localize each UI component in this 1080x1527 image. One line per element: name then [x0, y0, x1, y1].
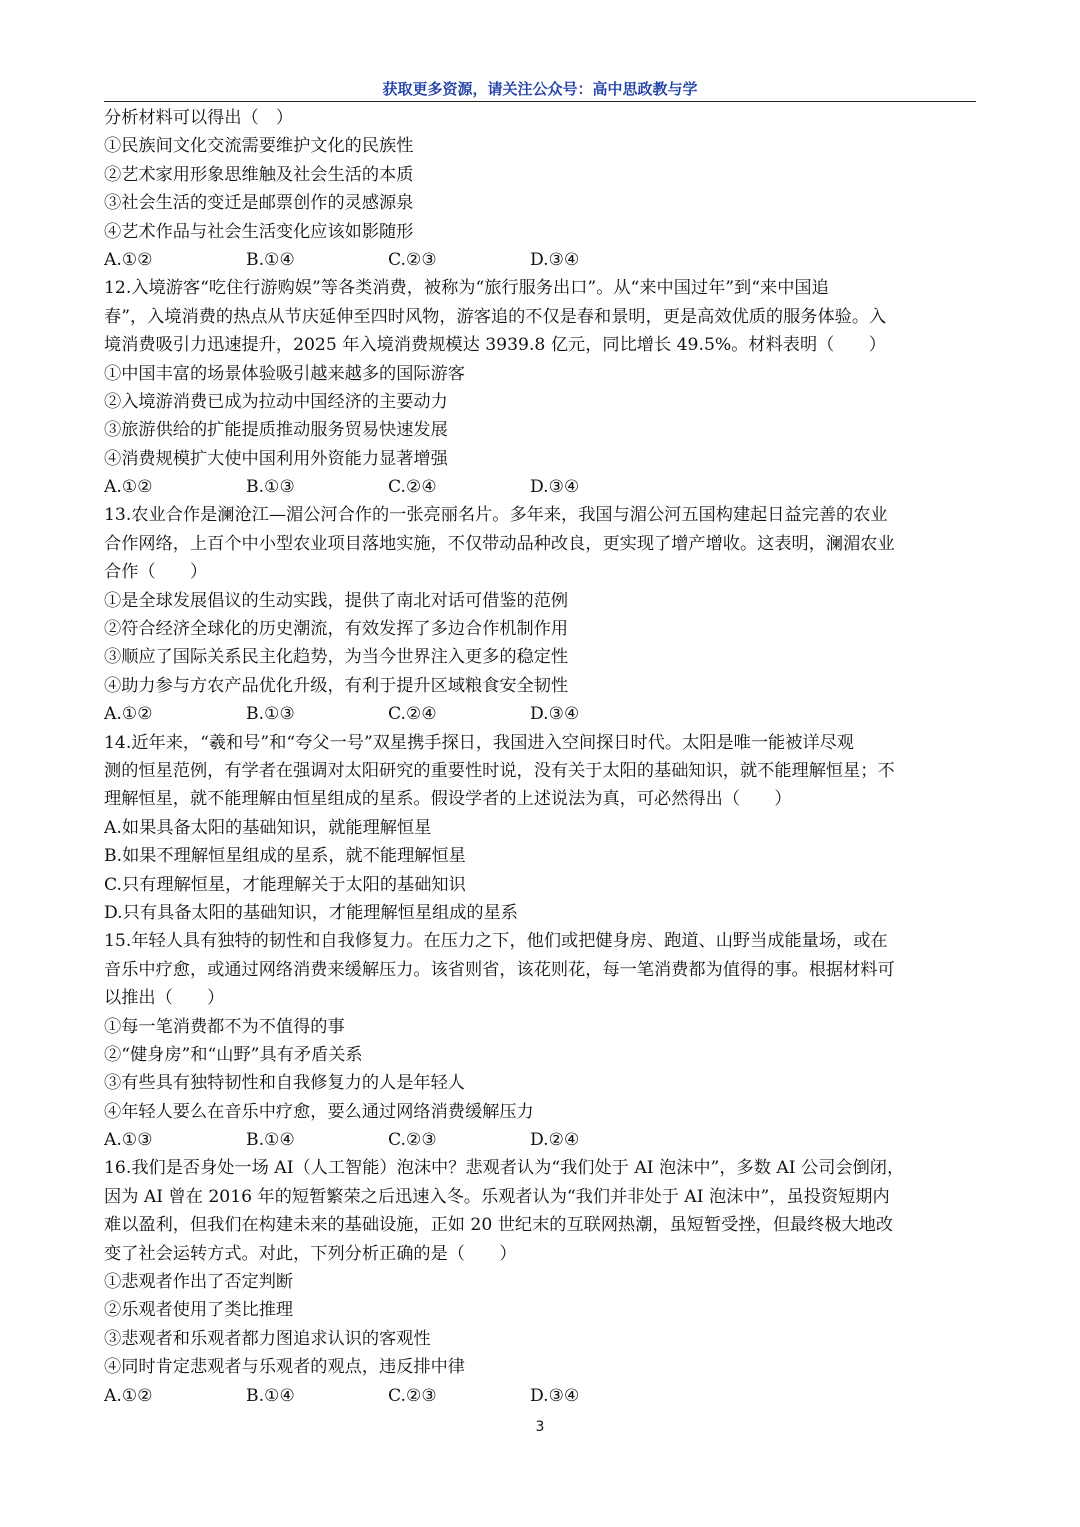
option-b: B.①④ [246, 1130, 295, 1151]
statement-item: ②符合经济全球化的历史潮流，有效发挥了多边合作机制作用 [104, 619, 569, 640]
question-stem-line: 13.农业合作是澜沧江—湄公河合作的一张亮丽名片。多年来，我国与湄公河五国构建起日益完善的农业 [104, 505, 888, 526]
statement-item: ②入境游消费已成为拉动中国经济的主要动力 [104, 391, 448, 412]
option-a: A.①③ [104, 1130, 153, 1151]
statement-item: ①每一笔消费都不为不值得的事 [104, 1016, 345, 1037]
statement-item: ①悲观者作出了否定判断 [104, 1272, 294, 1293]
statement-item: ③社会生活的变迁是邮票创作的灵感源泉 [104, 193, 414, 214]
option-c: C.②④ [388, 477, 437, 498]
statement-item: ③顺应了国际关系民主化趋势，为当今世界注入更多的稳定性 [104, 647, 569, 668]
option-c: C.只有理解恒星，才能理解关于太阳的基础知识 [104, 874, 466, 895]
statement-item: ④同时肯定悲观者与乐观者的观点，违反排中律 [104, 1357, 465, 1378]
statement-item: ①民族间文化交流需要维护文化的民族性 [104, 136, 414, 157]
statement-item: ①是全球发展倡议的生动实践，提供了南北对话可借鉴的范例 [104, 590, 569, 611]
option-d: D.③④ [530, 477, 580, 498]
question-stem-line: 测的恒星范例，有学者在强调对太阳研究的重要性时说，没有关于太阳的基础知识，就不能理解恒星；不 [104, 760, 895, 781]
question-stem-line: 12.入境游客“吃住行游购娱”等各类消费，被称为“旅行服务出口”。从“来中国过年”到“来中国追 [104, 278, 829, 299]
option-c: C.②③ [388, 249, 437, 270]
option-c: C.②③ [388, 1385, 437, 1406]
option-a: A.如果具备太阳的基础知识，就能理解恒星 [104, 817, 432, 838]
option-c: C.②④ [388, 704, 437, 725]
page-header: 获取更多资源，请关注公众号：高中思政教与学 [382, 80, 698, 98]
question-stem-line: 难以盈利，但我们在构建未来的基础设施，正如 20 世纪末的互联网热潮，虽短暂受挫，但最终极大地改 [104, 1215, 894, 1236]
question-stem-line: 以推出（ ） [104, 988, 225, 1009]
statement-item: ②“健身房”和“山野”具有矛盾关系 [104, 1044, 363, 1065]
statement-item: ④消费规模扩大使中国利用外资能力显著增强 [104, 448, 448, 469]
header-divider [104, 101, 976, 102]
question-15 [104, 927, 978, 1154]
option-a: A.①② [104, 704, 153, 725]
question-stem-line: 合作网络，上百个中小型农业项目落地实施，不仅带动品种改良，更实现了增产增收。这表明，澜湄农业 [104, 533, 895, 554]
answer-options [104, 1382, 978, 1410]
question-stem-line: 分析材料可以得出（ ） [104, 108, 294, 128]
question-continued [104, 104, 978, 274]
option-b: B.①③ [246, 477, 295, 498]
question-stem-line: 15.年轻人具有独特的韧性和自我修复力。在压力之下，他们或把健身房、跑道、山野当成能量场，或在 [104, 931, 888, 952]
option-b: B.如果不理解恒星组成的星系，就不能理解恒星 [104, 846, 466, 867]
option-d: D.③④ [530, 249, 580, 270]
statement-item: ④年轻人要么在音乐中疗愈，要么通过网络消费缓解压力 [104, 1101, 534, 1122]
option-d: D.③④ [530, 1385, 580, 1406]
question-content [104, 104, 978, 1410]
question-stem-line: 理解恒星，就不能理解由恒星组成的星系。假设学者的上述说法为真，可必然得出（ ） [104, 789, 792, 810]
option-d: D.②④ [530, 1130, 580, 1151]
option-a: A.①② [104, 1385, 153, 1406]
answer-options [104, 473, 978, 501]
question-stem-line: 春”，入境消费的热点从节庆延伸至四时风物，游客追的不仅是春和景明，更是高效优质的服务体验。入 [104, 306, 887, 327]
statement-item: ④艺术作品与社会生活变化应该如影随形 [104, 221, 414, 242]
question-stem-line: 14.近年来，“羲和号”和“夸父一号”双星携手探日，我国进入空间探日时代。太阳是唯一能被详尽观 [104, 732, 854, 753]
question-stem-line: 合作（ ） [104, 562, 208, 583]
statement-item: ③旅游供给的扩能提质推动服务贸易快速发展 [104, 420, 448, 441]
statement-item: ④助力参与方农产品优化升级，有利于提升区域粮食安全韧性 [104, 675, 569, 696]
question-stem-line: 16.我们是否身处一场 AI（人工智能）泡沫中？悲观者认为“我们处于 AI 泡沫中”，多数 AI 公司会倒闭， [104, 1158, 905, 1179]
option-d: D.只有具备太阳的基础知识，才能理解恒星组成的星系 [104, 902, 518, 923]
question-14 [104, 729, 978, 928]
statement-item: ③悲观者和乐观者都力图追求认识的客观性 [104, 1328, 431, 1349]
question-stem-line: 音乐中疗愈，或通过网络消费来缓解压力。该省则省，该花则花，每一笔消费都为值得的事。根据材料可 [104, 959, 895, 980]
option-a: A.①② [104, 249, 153, 270]
question-stem-line: 境消费吸引力迅速提升，2025 年入境消费规模达 3939.8 亿元，同比增长 49.5%。材料表明（ ） [104, 335, 886, 356]
statement-item: ③有些具有独特韧性和自我修复力的人是年轻人 [104, 1073, 465, 1094]
answer-options [104, 700, 978, 728]
question-16 [104, 1154, 978, 1410]
question-12 [104, 274, 978, 501]
option-a: A.①② [104, 477, 153, 498]
option-c: C.②③ [388, 1130, 437, 1151]
statement-item: ②艺术家用形象思维触及社会生活的本质 [104, 164, 414, 185]
option-b: B.①③ [246, 704, 295, 725]
question-stem-line: 因为 AI 曾在 2016 年的短暂繁荣之后迅速入冬。乐观者认为“我们并非处于 AI 泡沫中”，虽投资短期内 [104, 1186, 890, 1207]
option-b: B.①④ [246, 249, 295, 270]
option-d: D.③④ [530, 704, 580, 725]
answer-options [104, 1126, 978, 1154]
statement-item: ②乐观者使用了类比推理 [104, 1300, 294, 1321]
question-stem-line: 变了社会运转方式。对此，下列分析正确的是（ ） [104, 1243, 517, 1264]
option-b: B.①④ [246, 1385, 295, 1406]
answer-options [104, 246, 978, 274]
question-13 [104, 501, 978, 728]
page-number: 3 [535, 1419, 545, 1435]
statement-item: ①中国丰富的场景体验吸引越来越多的国际游客 [104, 363, 465, 384]
